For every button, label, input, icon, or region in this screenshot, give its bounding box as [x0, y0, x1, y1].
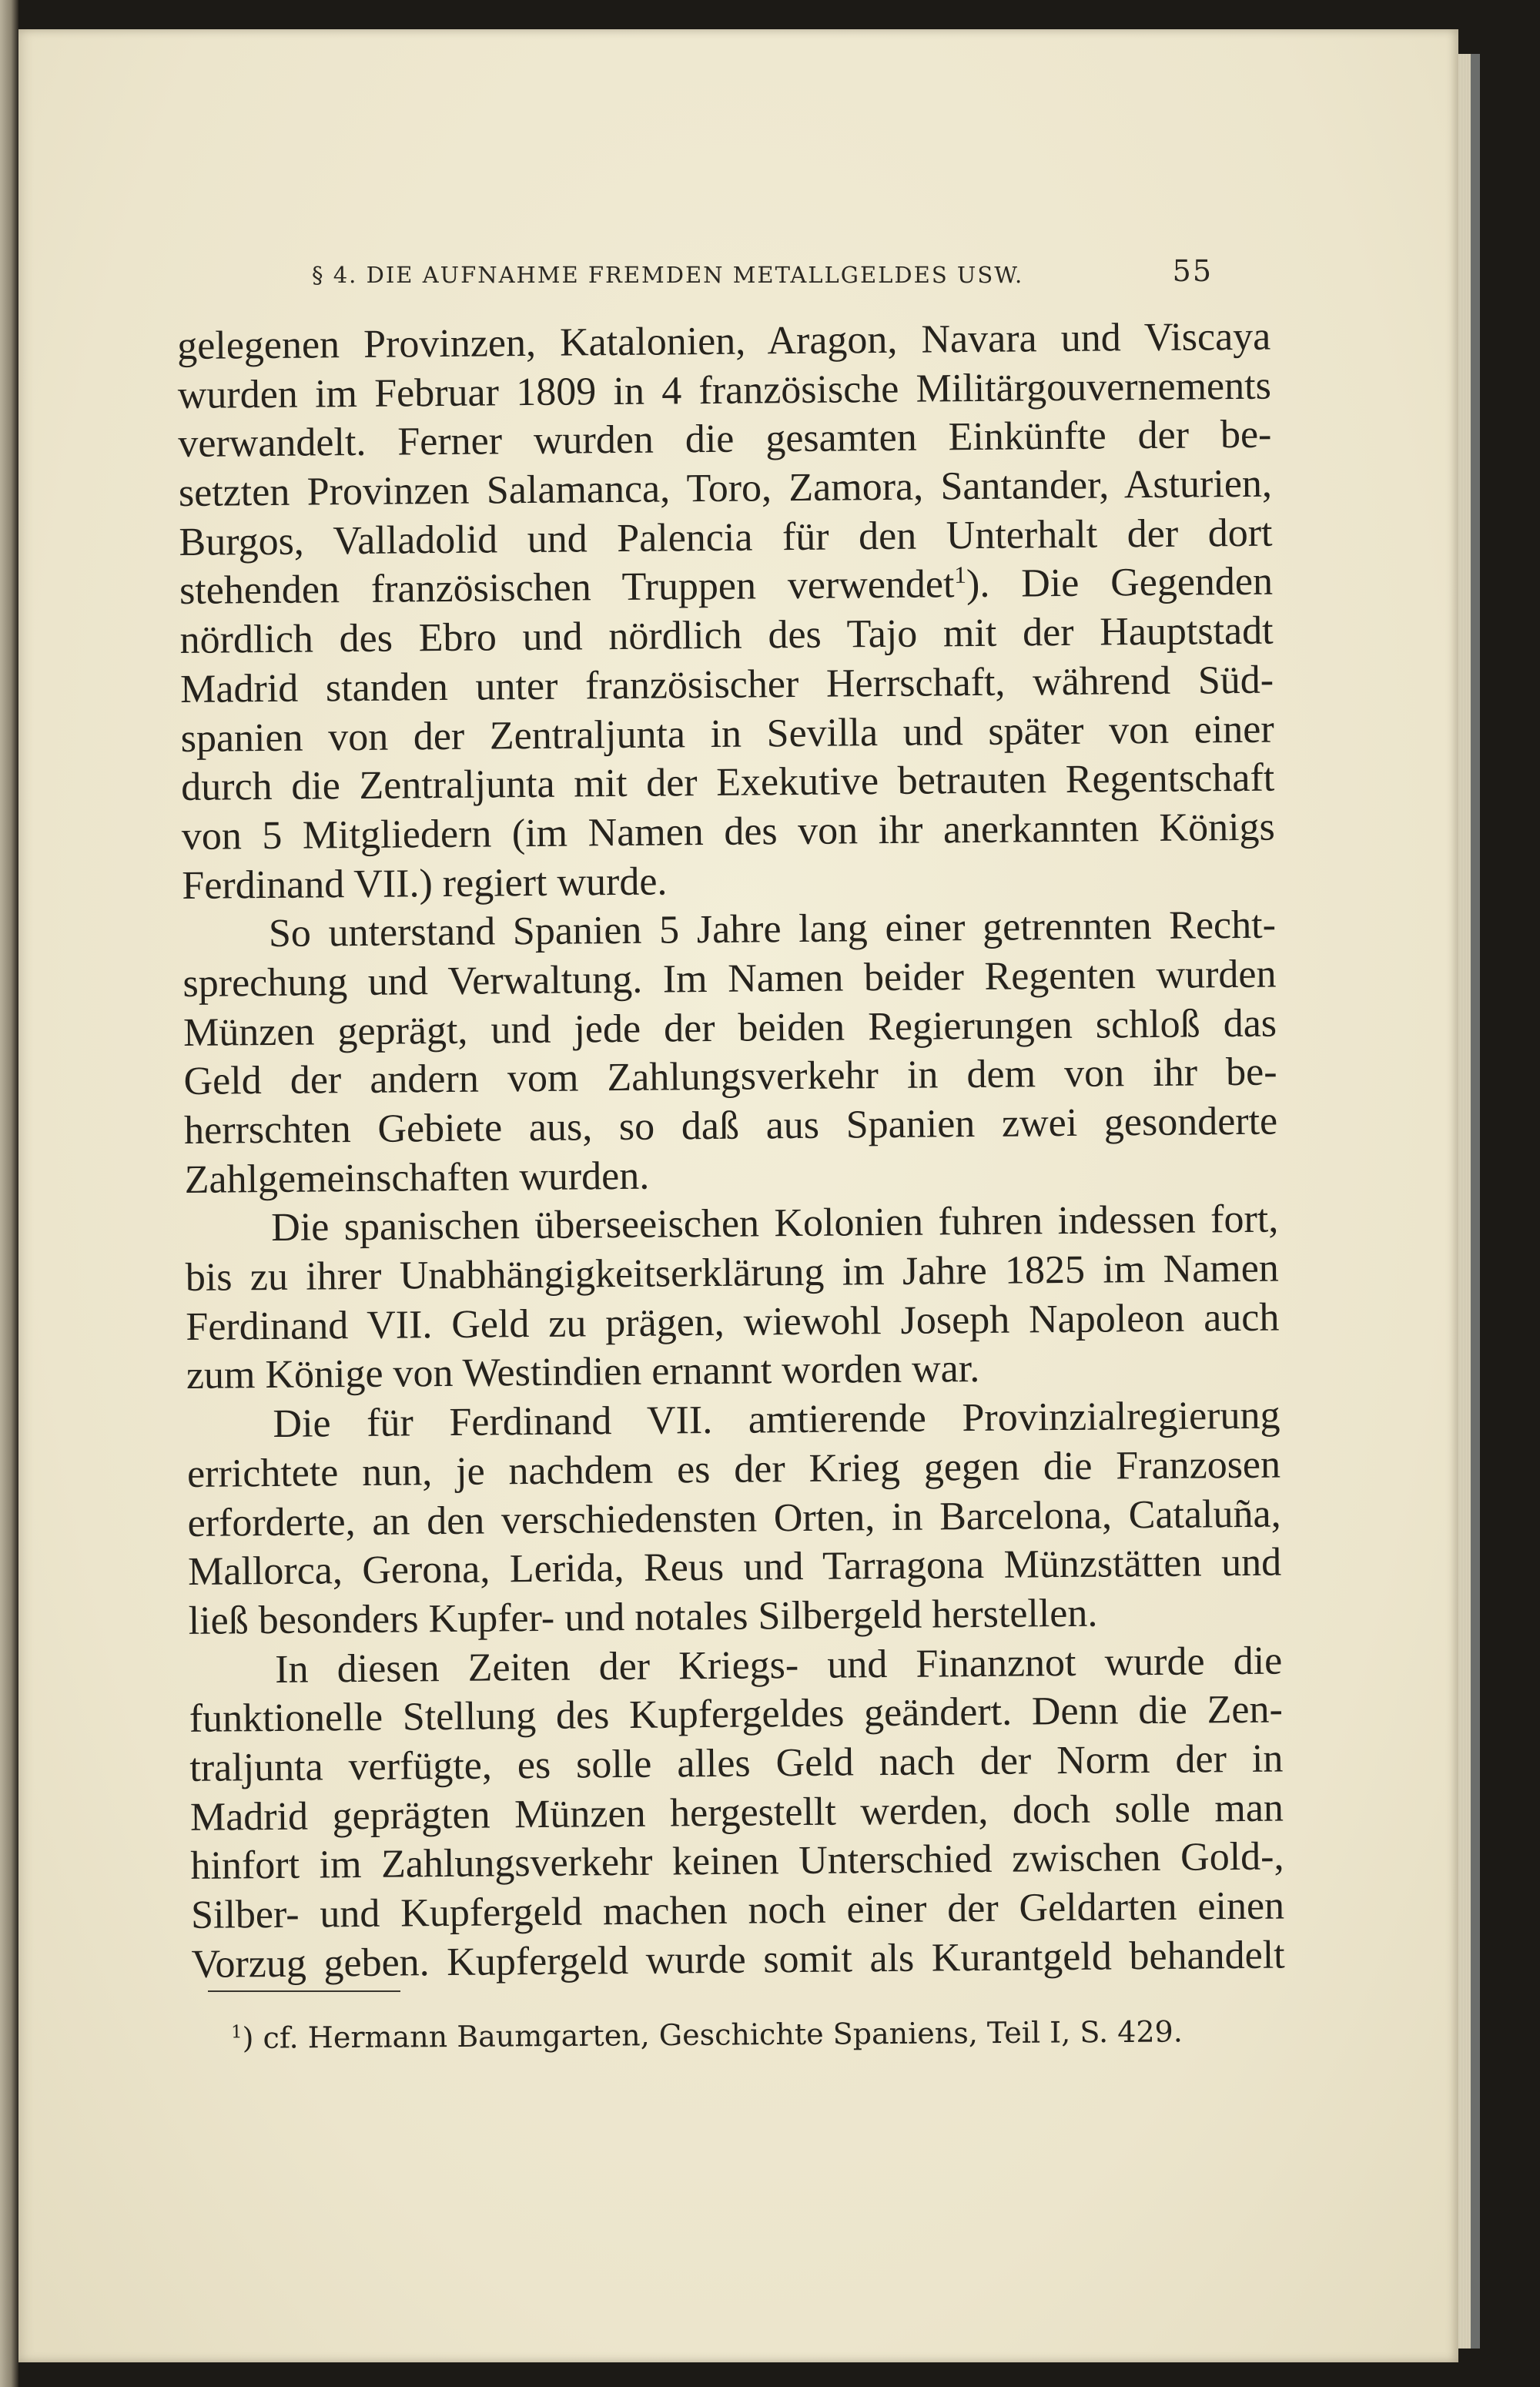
text-segment: ). Die Gegenden [966, 560, 1274, 607]
page-header [312, 254, 1213, 293]
footnote-marker: 1 [231, 2022, 243, 2043]
footnote-divider [208, 1990, 400, 1992]
text-line: spanien von der Zentraljunta in Sevilla und später von einer [180, 707, 1274, 761]
text-line: hinfort im Zahlungsverkehr keinen Unterschied zwischen Gold-, [190, 1834, 1284, 1889]
footnote [231, 2014, 1183, 2055]
text-line: Silber- und Kupfergeld machen noch einer der Geldarten einen [190, 1883, 1285, 1937]
text-line: Madrid geprägten Münzen hergestellt werden, doch solle man [189, 1786, 1284, 1840]
facing-page-edge [0, 0, 18, 2387]
text-line: Geld der andern vom Zahlungsverkehr in dem von ihr be- [183, 1050, 1277, 1104]
text-line: herrschten Gebiete aus, so daß aus Spanien zwei gesonderte [183, 1099, 1278, 1153]
text-line: durch die Zentraljunta mit der Exekutive betrauten Regentschaft [181, 755, 1275, 810]
book-cover-edge [1471, 54, 1480, 2348]
text-line: Ferdinand VII.) regiert wurde. [182, 859, 668, 908]
running-head: § 4. DIE AUFNAHME FREMDEN METALLGELDES USW. [312, 262, 1024, 288]
text-line: funktionelle Stellung des Kupfergeldes geändert. Denn die Zen- [189, 1687, 1284, 1742]
text-line: zum Könige von Westindien ernannt worden war. [186, 1347, 980, 1398]
text-line: Vorzug geben. Kupfergeld wurde somit als Kurantgeld behandelt [191, 1933, 1285, 1987]
footnote-text: ) cf. Hermann Baumgarten, Geschichte Spaniens, Teil I, S. 429. [242, 2014, 1183, 2055]
text-line: sprechung und Verwaltung. Im Namen beider Regenten wurden [182, 952, 1277, 1006]
text-line: ließ besonders Kupfer- und notales Silbergeld herstellen. [188, 1591, 1098, 1643]
text-line: errichtete nun, je nachdem es der Krieg gegen die Franzosen [186, 1442, 1281, 1496]
text-line: Die für Ferdinand VII. amtierende Provinzialregierung [273, 1393, 1281, 1447]
text-line: Mallorca, Gerona, Lerida, Reus und Tarragona Münzstätten und [187, 1540, 1282, 1595]
text-line: wurden im Februar 1809 in 4 französische Militärgouvernements [177, 363, 1272, 417]
text-line: Ferdinand VII. Geld zu prägen, wiewohl Joseph Napoleon auch [186, 1295, 1280, 1349]
text-line: nördlich des Ebro und nördlich des Tajo mit der Hauptstadt [179, 608, 1274, 663]
text-line: So unterstand Spanien 5 Jahre lang einer getrennten Recht- [268, 902, 1277, 956]
text-line: traljunta verfügte, es solle alles Geld nach der Norm der in [189, 1736, 1284, 1790]
page-number: 55 [1172, 254, 1213, 288]
text-line: Madrid standen unter französischer Herrschaft, während Süd- [179, 658, 1274, 711]
text-segment: stehenden französischen Truppen verwendet [179, 562, 955, 614]
footnote-reference: 1 [954, 561, 967, 589]
text-line: In diesen Zeiten der Kriegs- und Finanznot wurde die [275, 1639, 1283, 1692]
text-line: gelegenen Provinzen, Katalonien, Aragon, Navara und Viscaya [177, 314, 1271, 368]
text-line: Münzen geprägt, und jede der beiden Regierungen schloß das [182, 1001, 1277, 1055]
text-line: setzten Provinzen Salamanca, Toro, Zamora, Santander, Asturien, [178, 461, 1273, 516]
text-line: erforderte, an den verschiedensten Orten, in Barcelona, Cataluña, [187, 1491, 1281, 1545]
text-line: Zahlgemeinschaften wurden. [184, 1153, 650, 1202]
text-line: verwandelt. Ferner wurden die gesamten Einkünfte der be- [178, 412, 1272, 467]
page-block-edge [1458, 54, 1471, 2348]
text-line: Burgos, Valladolid und Palencia für den Unterhalt der dort [179, 511, 1273, 564]
text-line: bis zu ihrer Unabhängigkeitserklärung im Jahre 1825 im Namen [185, 1246, 1280, 1301]
text-line: Die spanischen überseeischen Kolonien fuhren indessen fort, [271, 1197, 1279, 1250]
body-text [177, 313, 1285, 1990]
text-line: von 5 Mitgliedern (im Namen des von ihr anerkannten Königs [181, 805, 1276, 859]
